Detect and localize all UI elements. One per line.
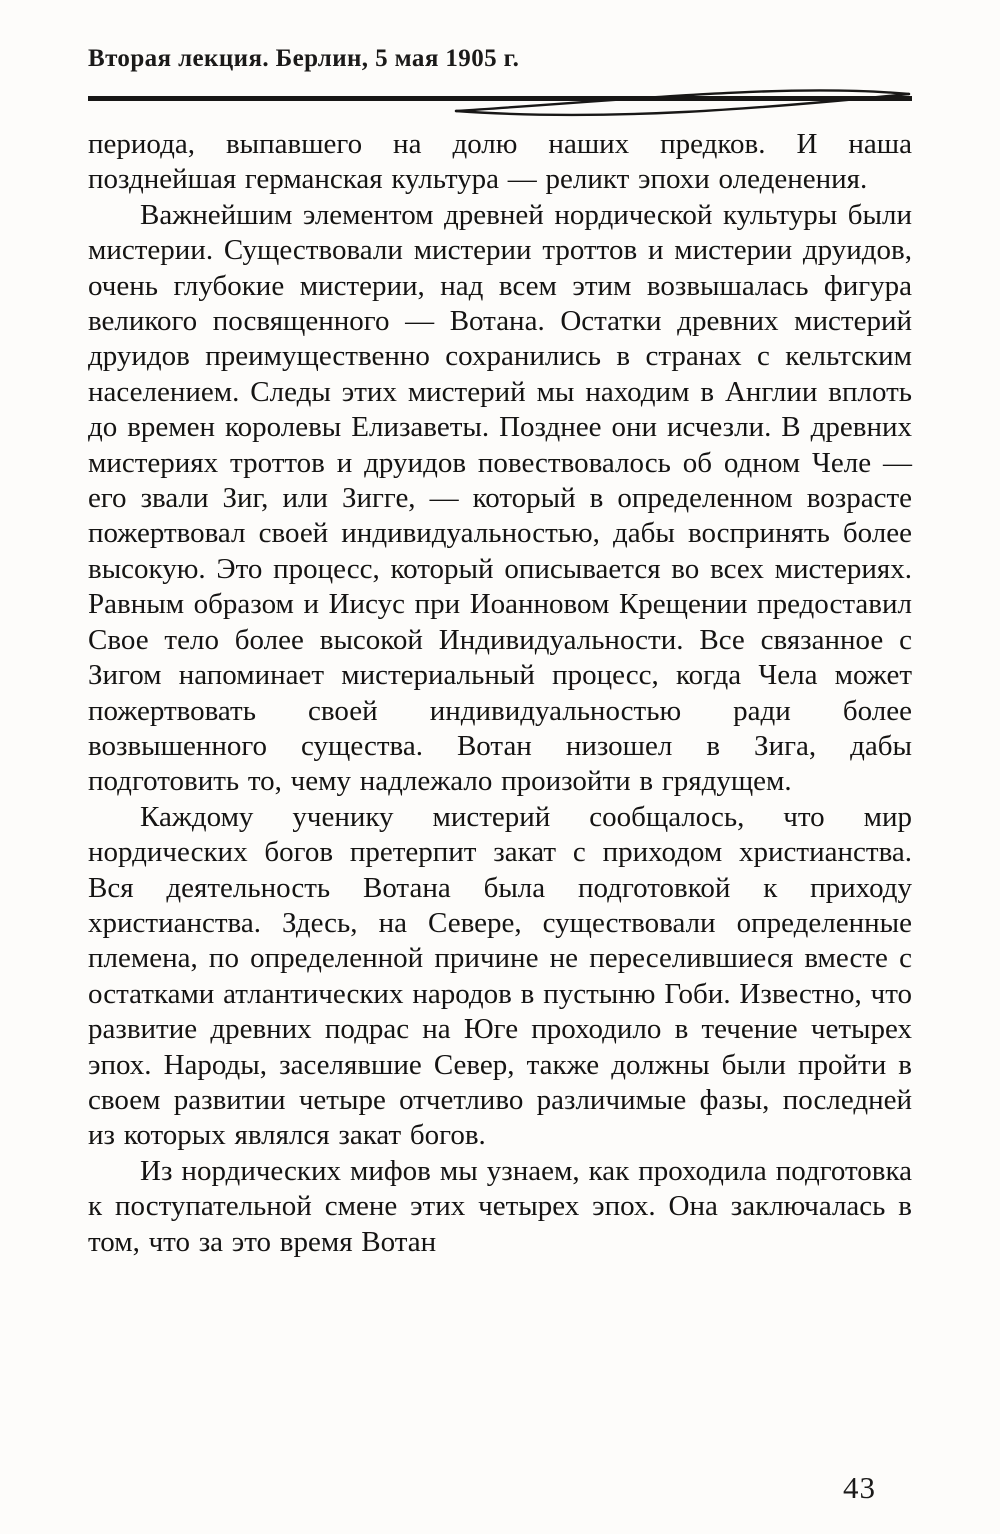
page-number: 43 [843,1470,876,1505]
running-header: Вторая лекция. Берлин, 5 мая 1905 г. [88,45,520,72]
header-rule-flourish-icon [88,81,912,121]
paragraph: Каждому ученику мистерий сообщалось, что мир нордических богов претерпит закат с приходом христианства. Вся деятельность Вотана была подготовкой к приходу христианства. Здесь, на Севере, существовали определенные племена, по определенной причине не переселившиеся вместе с остатками атлантических народов в пустыню Гоби. Известно, что развитие древних подрас на Юге проходило в течение четырех эпох. Народы, заселявшие Север, также должны были пройти в своем развитии четыре отчетливо различимые фазы, последней из которых являлся закат богов. [88,800,912,1152]
paragraph: Из нордических мифов мы узнаем, как проходила подготовка к поступательной смене этих четырех эпох. Она заключалась в том, что за это время Вотан [88,1154,912,1258]
header-rule [88,81,912,121]
paragraph-continuation: периода, выпавшего на долю наших предков. И наша позднейшая германская культура — реликт эпохи оледенения. [88,128,912,196]
paragraph: Важнейшим элементом древней нордической культуры были мистерии. Существовали мистерии троттов и мистерии друидов, очень глубокие мистерии, над всем этим возвышалась фигура великого посвященного — Вотана. Остатки древних мистерий друидов преимущественно сохранились в странах с кельтским населением. Следы этих мистерий мы находим в Англии вплоть до времен королевы Елизаветы. Позднее они исчезли. В древних мистериях троттов и друидов повествовалось об одном Челе — его звали Зиг, или Зигге, — который в определенном возрасте пожертвовал своей индивидуальностью, дабы воспринять более высокую. Это процесс, который описывается во всех мистериях. Равным образом и Иисус при Иоанновом Крещении предоставил Свое тело более высокой Индивидуальности. Все связанное с Зигом напоминает мистериальный процесс, когда Чела может пожертвовать своей индивидуальностью ради более возвышенного существа. Вотан низошел в Зига, дабы подготовить то, чему надлежало произойти в грядущем. [88,198,912,798]
page-content [88,44,912,1260]
body-text [88,127,912,1260]
